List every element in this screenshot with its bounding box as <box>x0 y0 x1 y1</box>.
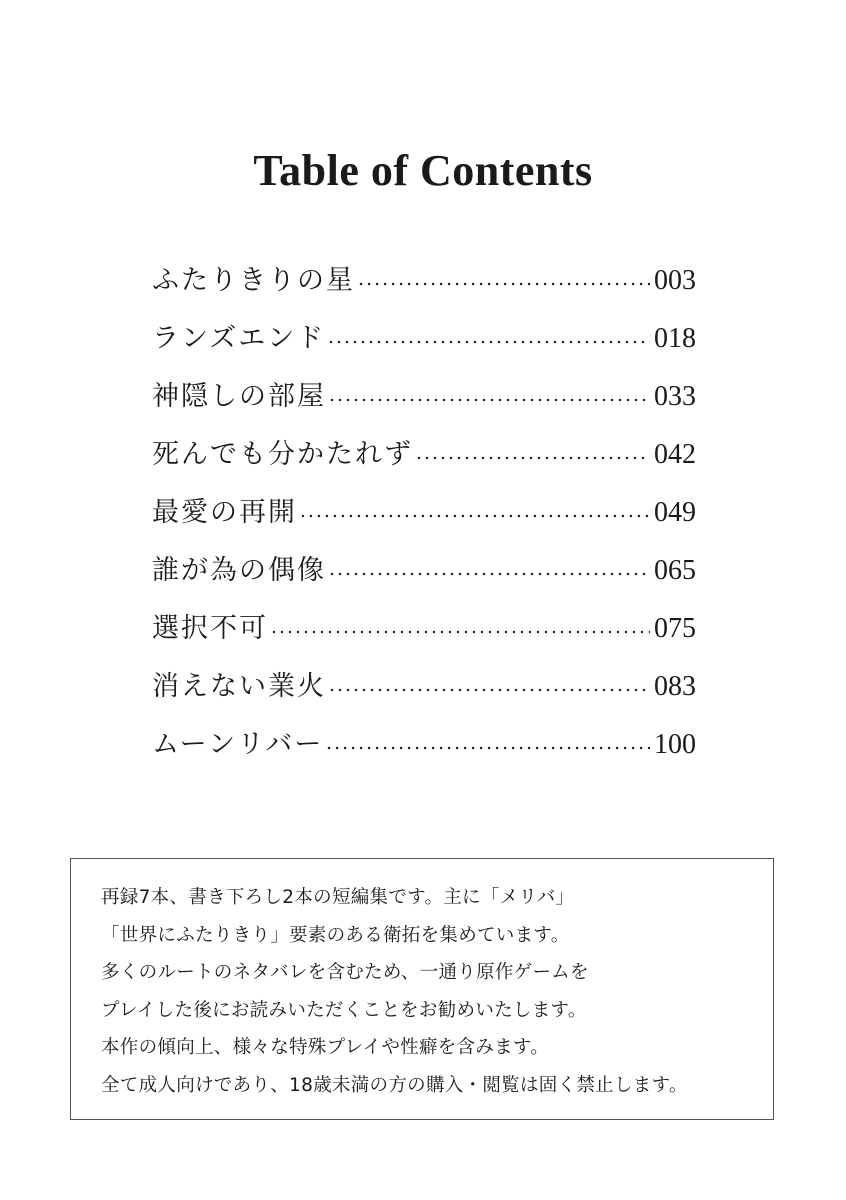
toc-entry-page: 083 <box>654 671 696 702</box>
toc-entry <box>152 310 696 368</box>
toc-entry-title: 選択不可 <box>152 613 268 644</box>
toc-entry-page: 100 <box>654 729 696 760</box>
toc-entry-title: ふたりきりの星 <box>152 265 355 296</box>
notice-line: 本作の傾向上、様々な特殊プレイや性癖を含みます。 <box>101 1037 550 1058</box>
toc-entry-page: 049 <box>654 497 696 528</box>
notice-line: プレイした後にお読みいただくことをお勧めいたします。 <box>101 999 587 1021</box>
notice-line: 再録7本、書き下ろし2本の短編集です。主に「メリバ」 <box>101 887 575 908</box>
toc-entry-title: ムーンリバー <box>152 729 324 760</box>
toc-entry <box>152 426 696 484</box>
toc-entry <box>152 542 696 600</box>
dot-leader <box>325 746 650 750</box>
toc-entry <box>152 658 696 716</box>
toc-entry-page: 018 <box>654 323 696 354</box>
toc-entry-title: ランズエンド <box>152 323 326 354</box>
notice-line: 多くのルートのネタバレを含むため、一通り原作ゲームを <box>101 962 589 983</box>
dot-leader <box>328 398 650 402</box>
dot-leader <box>357 282 650 286</box>
page-title: Table of Contents <box>253 146 593 196</box>
toc-entry-page: 033 <box>654 381 696 412</box>
toc-entry-title: 神隠しの部屋 <box>152 381 326 412</box>
toc-entry-page: 065 <box>654 555 696 586</box>
dot-leader <box>328 688 650 692</box>
toc-entry-title: 死んでも分かたれず <box>152 439 413 470</box>
toc-entry <box>152 252 696 310</box>
toc-entry <box>152 716 696 774</box>
dot-leader <box>299 514 650 518</box>
notice-line: 「世界にふたりきり」要素のある衛拓を集めています。 <box>101 924 570 946</box>
notice-line: 全て成人向けであり、18歳未満の方の購入・閲覧は固く禁止します。 <box>101 1074 688 1096</box>
toc-entry-page: 003 <box>654 265 696 296</box>
dot-leader <box>270 630 650 634</box>
dot-leader <box>328 572 650 576</box>
toc-entry-title: 誰が為の偶像 <box>152 555 326 586</box>
dot-leader <box>415 456 650 460</box>
toc-entry <box>152 368 696 426</box>
toc-entry-title: 最愛の再開 <box>152 497 297 528</box>
dot-leader <box>327 340 650 344</box>
toc-entry-title: 消えない業火 <box>152 671 326 702</box>
notice-box <box>70 858 774 1120</box>
toc-entry <box>152 484 696 542</box>
table-of-contents <box>152 252 696 774</box>
toc-entry-page: 042 <box>654 439 696 470</box>
toc-entry-page: 075 <box>654 613 696 644</box>
toc-entry <box>152 600 696 658</box>
